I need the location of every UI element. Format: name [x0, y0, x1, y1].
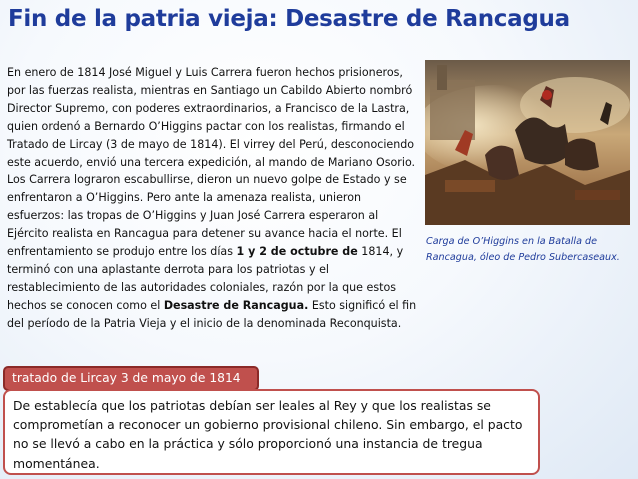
battle-dates: 1 y 2 de octubre de	[236, 245, 358, 259]
treaty-box	[3, 389, 540, 475]
treaty-tag	[3, 366, 259, 391]
battle-painting	[425, 60, 630, 225]
treaty-tag-label: tratado de Lircay 3 de mayo de 1814	[12, 371, 241, 385]
paragraph-part-3: Esto significó el fin del período de la Patria Vieja y el inicio de la denominada Reconquista.	[7, 298, 417, 330]
slide-title: Fin de la patria vieja: Desastre de Rancagua	[8, 6, 570, 32]
painting-caption: Carga de O’Higgins en la Batalla de Rancagua, óleo de Pedro Subercaseaux.	[426, 236, 620, 263]
main-paragraph	[7, 64, 417, 333]
paragraph-part-2: 1814, y terminó con una aplastante derrota para los patriotas y el restablecimiento de las autoridades coloniales, razón por la que estos hechos se conocen como el	[7, 245, 404, 312]
disaster-name: Desastre de Rancagua.	[163, 298, 309, 312]
treaty-text: De establecía que los patriotas debían ser leales al Rey y que los realistas se comprometían a reconocer un gobierno provisional chileno. Sin embargo, el pacto no se llevó a cabo en la práctica y sólo proporcionó una instancia de tregua momentánea.	[13, 398, 523, 471]
battle-painting-icon	[425, 60, 630, 225]
paragraph-part-1: En enero de 1814 José Miguel y Luis Carrera fueron hechos prisioneros, por las fuerzas realista, mientras en Santiago un Cabildo Abierto nombró Director Supremo, con poderes extraordinarios, a Francisco de la Lastra, quien ordenó a Bernardo O’Higgins pactar con los realistas, firmando el Tratado de Lircay (3 de mayo de 1814). El virrey del Perú, desconociendo este acuerdo, envió una tercera expedición, al mando de Mariano Osorio. Los Carrera lograron escabullirse, dieron un nuevo golpe de Estado y se enfrentaron a O’Higgins. Pero ante la amenaza realista, unieron esfuerzos: las tropas de O’Higgins y Juan José Carrera esperaron al Ejército realista en Rancagua para detener su avance hacia el norte. El enfrentamiento se produjo entre los días	[7, 66, 416, 259]
